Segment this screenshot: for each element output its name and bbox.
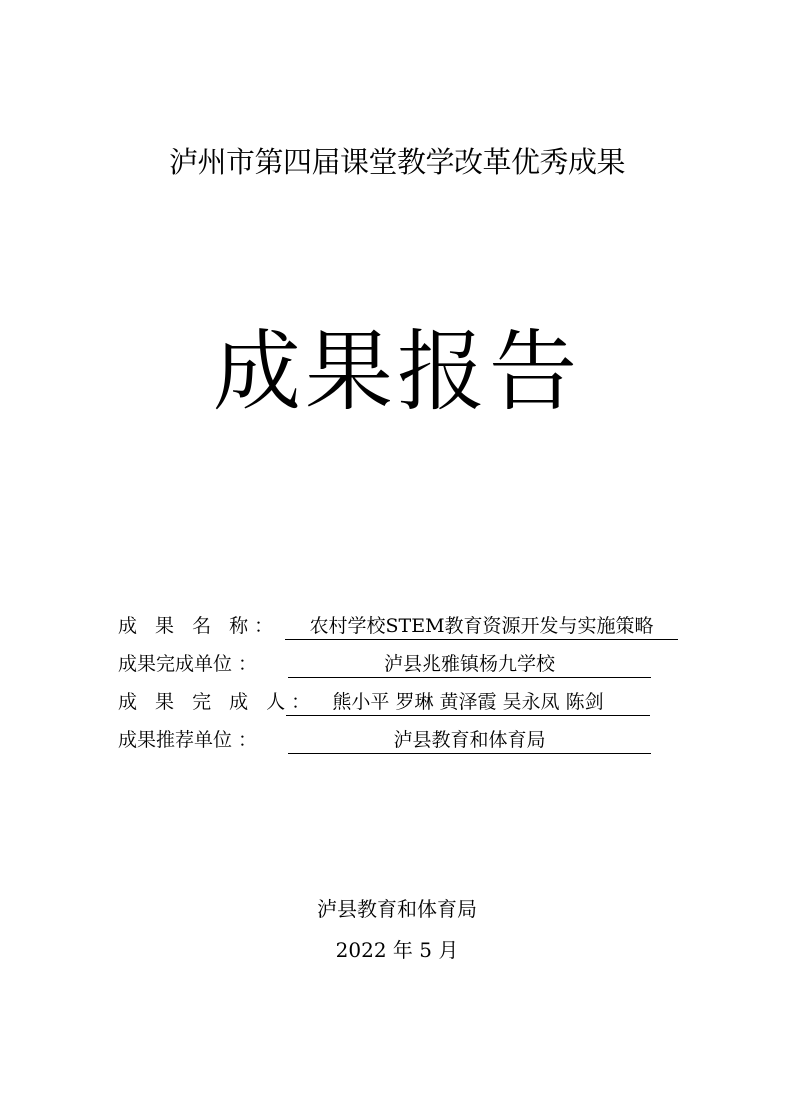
footer-date: 2022 年 5 月 (335, 938, 459, 962)
field-row-completers (118, 678, 678, 716)
report-info-fields (118, 602, 678, 754)
field-value-completing-unit: 泸县兆雅镇杨九学校 (288, 651, 651, 678)
field-row-achievement-name (118, 602, 678, 640)
field-row-recommending-unit (118, 716, 678, 754)
field-label-recommending-unit: 成果推荐单位 ： (118, 729, 258, 751)
field-value-achievement-name: 农村学校STEM教育资源开发与实施策略 (285, 613, 678, 640)
field-value-completers: 熊小平 罗琳 黄泽霞 吴永凤 陈剑 (286, 689, 650, 716)
footer-organization: 泸县教育和体育局 (317, 897, 477, 921)
document-title: 成果报告 (212, 320, 581, 423)
field-value-recommending-unit: 泸县教育和体育局 (288, 727, 651, 754)
field-label-achievement-name: 成 果 名 称： (118, 615, 280, 637)
field-row-completing-unit (118, 640, 678, 678)
field-label-completers: 成 果 完 成 人： (118, 691, 317, 713)
field-label-completing-unit: 成果完成单位 ： (118, 653, 258, 675)
document-subtitle: 泸州市第四届课堂教学改革优秀成果 (168, 145, 625, 179)
